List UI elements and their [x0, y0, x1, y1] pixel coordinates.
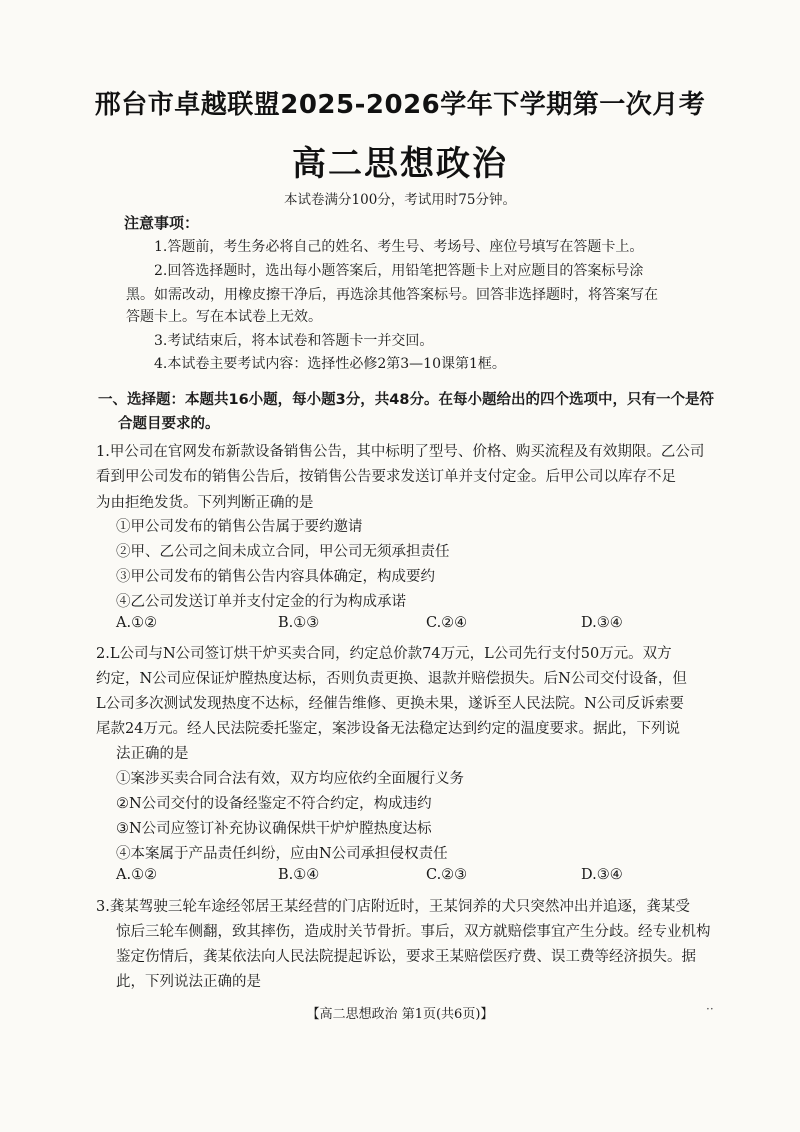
subject-title: 高二思想政治: [292, 144, 508, 184]
question-stem-line: 看到甲公司发布的销售公告后，按销售公告要求发送订单并支付定金。后甲公司以库存不足: [96, 469, 676, 485]
notice-line: 黑。如需改动，用橡皮擦干净后，再选涂其他答案标号。回答非选择题时，将答案写在: [126, 287, 658, 303]
section-header-cont: 合题目要求的。: [118, 416, 220, 432]
notice-line: 2.回答选择题时，选出每小题答案后，用铅笔把答题卡上对应题目的答案标号涂: [154, 263, 644, 279]
question-stem-line: 为由拒绝发货。下列判断正确的是: [96, 495, 314, 511]
section-header: 一、选择题：本题共16小题，每小题3分，共48分。在每小题给出的四个选项中，只有一个是符: [98, 392, 714, 408]
question-stem-line: 2.L公司与N公司签订烘干炉买卖合同，约定总价款74万元，L公司先行支付50万元。双方: [96, 646, 672, 662]
notice-line: 4.本试卷主要考试内容：选择性必修2第3—10课第1框。: [154, 356, 506, 372]
exam-info: 本试卷满分100分，考试用时75分钟。: [284, 192, 516, 208]
choice-c: C.②④: [426, 615, 468, 631]
page-footer: 【高二思想政治 第1页(共6页)】: [306, 1007, 494, 1022]
question-stem-line: 惊后三轮车侧翻，致其摔伤，造成肘关节骨折。事后，双方就赔偿事宜产生分歧。经专业机构: [116, 924, 711, 940]
option-statement: ③N公司应签订补充协议确保烘干炉炉膛热度达标: [116, 821, 432, 837]
choice-d: D.③④: [581, 615, 623, 631]
question-stem-line: 3.龚某驾驶三轮车途经邻居王某经营的门店附近时，王某饲养的犬只突然冲出并追逐，龚某受: [96, 899, 690, 915]
question-stem-line: L公司多次测试发现热度不达标，经催告维修、更换未果，遂诉至人民法院。N公司反诉索要: [96, 696, 684, 712]
option-statement: ②N公司交付的设备经鉴定不符合约定，构成违约: [116, 796, 432, 812]
choice-b: B.①④: [278, 867, 320, 883]
option-statement: ①案涉买卖合同合法有效，双方均应依约全面履行义务: [116, 771, 464, 787]
question-stem-line: 1.甲公司在官网发布新款设备销售公告，其中标明了型号、价格、购买流程及有效期限。乙公司: [96, 444, 705, 460]
notice-line: 1.答题前，考生务必将自己的姓名、考生号、考场号、座位号填写在答题卡上。: [154, 239, 644, 255]
option-statement: ①甲公司发布的销售公告属于要约邀请: [116, 519, 363, 535]
page-mark: ··: [706, 1002, 714, 1016]
question-stem-line: 法正确的是: [116, 746, 189, 762]
exam-title: 邢台市卓越联盟2025-2026学年下学期第一次月考: [94, 90, 706, 120]
question-stem-line: 尾款24万元。经人民法院委托鉴定，案涉设备无法稳定达到约定的温度要求。据此，下列说: [96, 721, 680, 737]
choice-a: A.①②: [116, 615, 158, 631]
notice-line: 答题卡上。写在本试卷上无效。: [126, 309, 322, 325]
question-stem-line: 鉴定伤情后，龚某依法向人民法院提起诉讼，要求王某赔偿医疗费、误工费等经济损失。据: [116, 949, 696, 965]
option-statement: ②甲、乙公司之间未成立合同，甲公司无须承担责任: [116, 544, 450, 560]
choice-a: A.①②: [116, 867, 158, 883]
option-statement: ④本案属于产品责任纠纷，应由N公司承担侵权责任: [116, 846, 448, 862]
question-stem-line: 约定，N公司应保证炉膛热度达标，否则负责更换、退款并赔偿损失。后N公司交付设备，但: [96, 671, 687, 687]
option-statement: ③甲公司发布的销售公告内容具体确定，构成要约: [116, 569, 435, 585]
choice-c: C.②③: [426, 867, 468, 883]
notice-title: 注意事项：: [124, 214, 200, 232]
option-statement: ④乙公司发送订单并支付定金的行为构成承诺: [116, 594, 406, 610]
question-stem-line: 此，下列说法正确的是: [116, 974, 261, 990]
choice-d: D.③④: [581, 867, 623, 883]
choice-b: B.①③: [278, 615, 320, 631]
notice-line: 3.考试结束后，将本试卷和答题卡一并交回。: [154, 333, 434, 349]
